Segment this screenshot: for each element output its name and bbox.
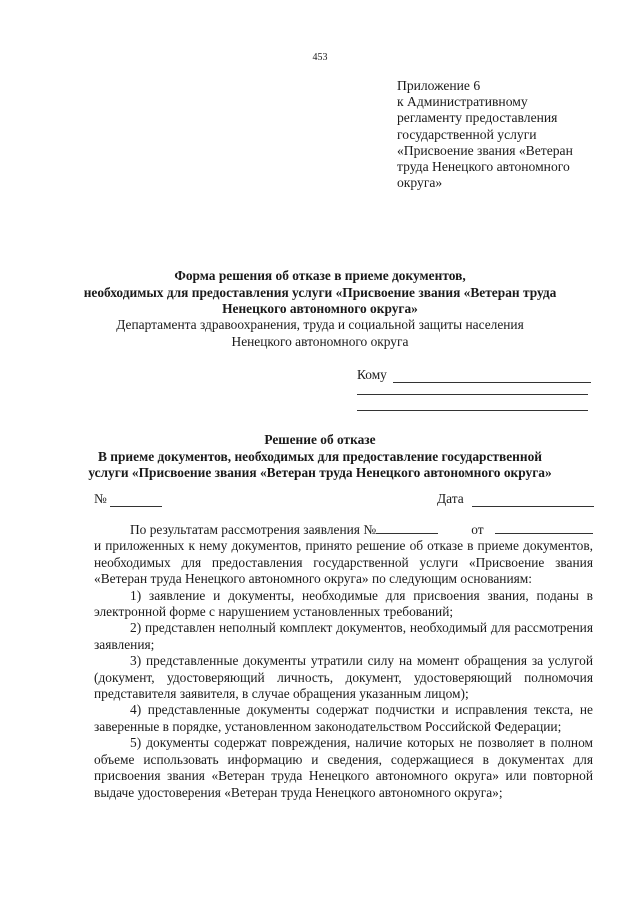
appendix-line: к Административному xyxy=(397,94,528,110)
reason-item: 5) документы содержат повреждения, наличие которых не позволяет в полном объеме использовать информацию и сведения, содержащиеся в документах для присвоения звания «Ветеран труда Ненецкого автономного округа» или повторной выдаче удостоверения «Ветеран труда Ненецкого автономного округа»; xyxy=(94,735,593,800)
decision-title-line: В приеме документов, необходимых для предоставление государственной xyxy=(97,448,543,464)
date-row xyxy=(437,491,594,507)
form-title-line: Форма решения об отказе в приеме документов, xyxy=(174,268,466,283)
appendix-line: округа» xyxy=(397,175,443,191)
reason-item: 4) представленные документы содержат подчистки и исправления текста, не заверенные в порядке, установленном законодательством Российской Федерации; xyxy=(94,702,593,734)
appendix-line: государственной услуги xyxy=(397,126,537,142)
decision-title xyxy=(40,432,600,482)
appendix-header xyxy=(397,78,573,191)
intro-first-line xyxy=(94,522,593,538)
intro-from: от xyxy=(471,522,484,537)
department-name xyxy=(40,317,600,350)
number-label: № xyxy=(94,491,107,506)
decision-body xyxy=(94,522,593,801)
department-line: Ненецкого автономного округа xyxy=(231,333,409,349)
date-field[interactable] xyxy=(472,495,594,507)
recipient-field-line-2[interactable] xyxy=(357,393,588,395)
date-label: Дата xyxy=(437,491,464,506)
reason-item: 3) представленные документы утратили силу на момент обращения за услугой (документ, удостоверяющий личность, документ, удостоверяющий полномочия представителя заявителя, в случае обращения указанным лицом); xyxy=(94,653,593,702)
appendix-line: Приложение 6 xyxy=(397,78,481,93)
application-number-field[interactable] xyxy=(376,523,438,534)
form-title xyxy=(40,268,600,318)
department-line: Департамента здравоохранения, труда и социальной защиты населения xyxy=(116,317,524,332)
decision-title-line: услуги «Присвоение звания «Ветеран труда Ненецкого автономного округа» xyxy=(88,465,552,480)
recipient-field[interactable] xyxy=(393,371,591,383)
appendix-line: труда Ненецкого автономного xyxy=(397,159,570,175)
reason-item: 2) представлен неполный комплект документов, необходимый для рассмотрения заявления; xyxy=(94,620,593,652)
recipient-block xyxy=(357,367,591,411)
number-field[interactable] xyxy=(110,495,162,507)
intro-rest: и приложенных к нему документов, принято решение об отказе в приеме документов, необходимых для предоставления государственной услуги «Присвоение звания «Ветеран труда Ненецкого автономного округа» по следующим основаниям: xyxy=(94,538,593,587)
recipient-field-line-3[interactable] xyxy=(357,409,588,411)
appendix-line: регламенту предоставления xyxy=(397,110,558,126)
intro-start: По результатам рассмотрения заявления № xyxy=(130,522,377,537)
appendix-line: «Присвоение звания «Ветеран xyxy=(397,142,573,158)
decision-title-line: Решение об отказе xyxy=(264,432,376,447)
form-title-line: необходимых для предоставления услуги «Присвоение звания «Ветеран труда xyxy=(83,284,557,300)
recipient-label: Кому xyxy=(357,367,387,382)
reason-item: 1) заявление и документы, необходимые для присвоения звания, поданы в электронной форме с нарушением установленных требований; xyxy=(94,587,593,620)
page-number: 453 xyxy=(312,52,328,63)
number-row xyxy=(94,491,162,507)
form-title-line: Ненецкого автономного округа» xyxy=(222,301,418,316)
application-date-field[interactable] xyxy=(495,523,593,534)
